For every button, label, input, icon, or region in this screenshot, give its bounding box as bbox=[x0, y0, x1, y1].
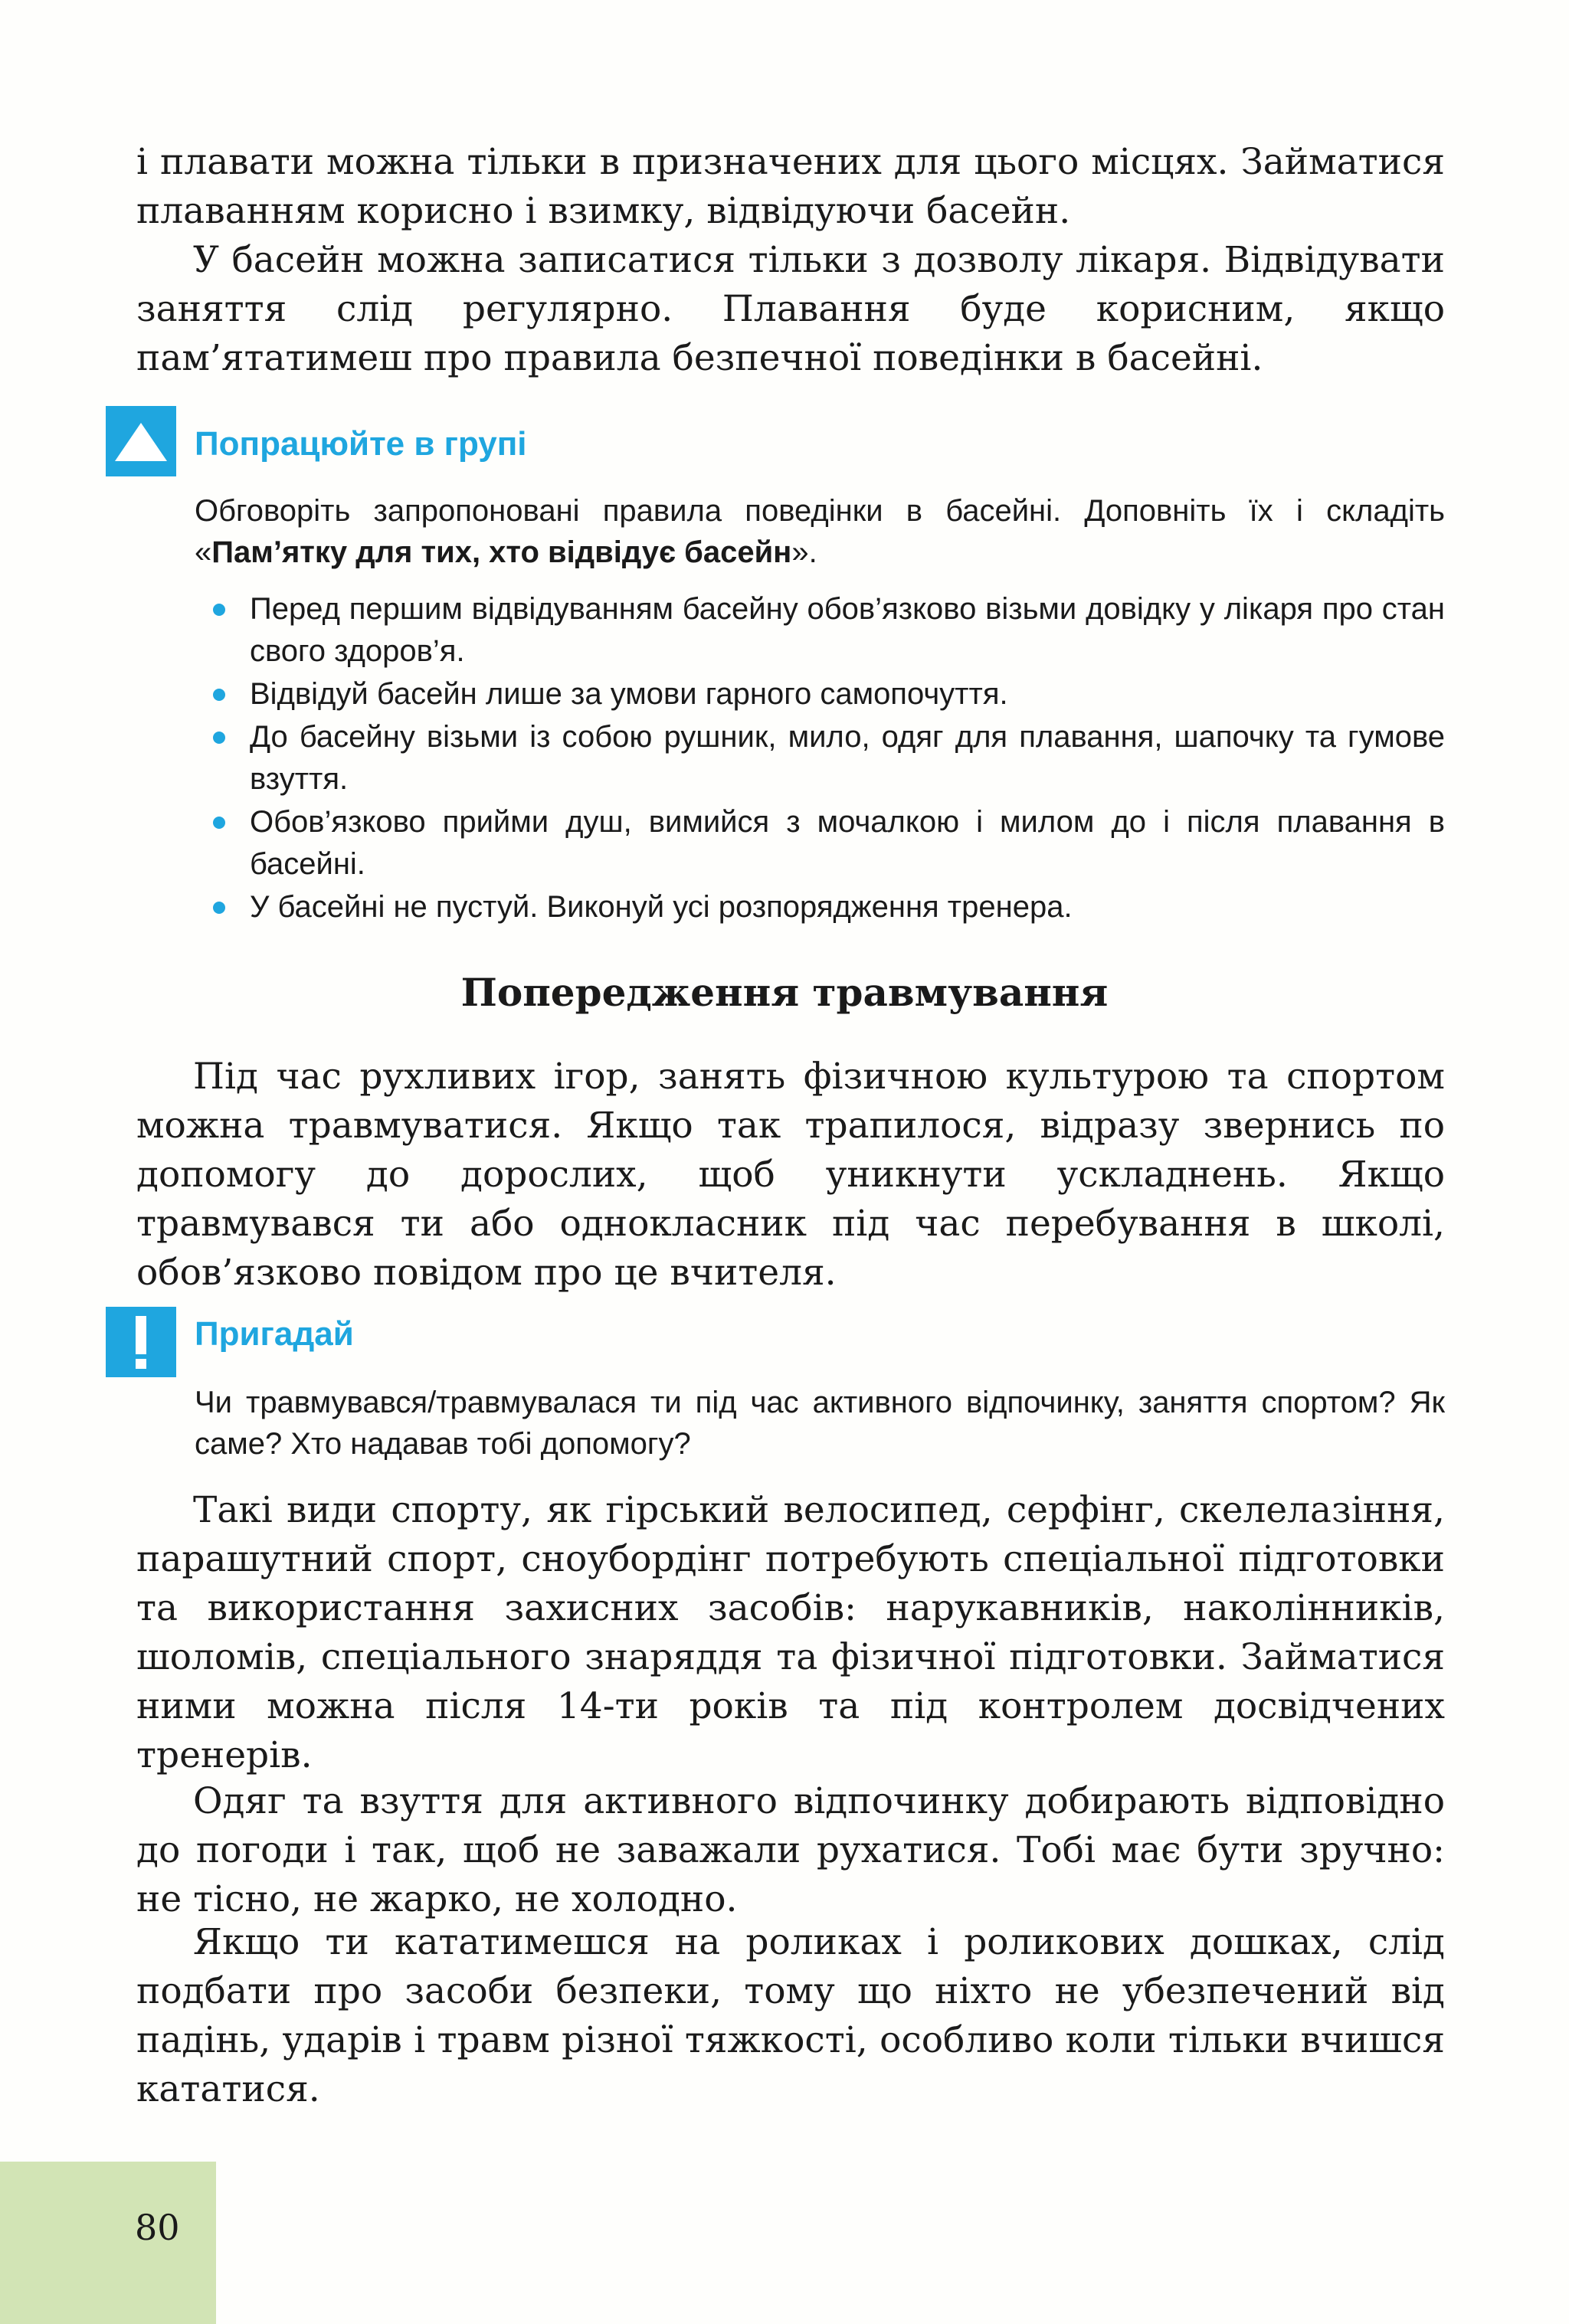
bullet-icon bbox=[213, 689, 225, 701]
rule-text: До басейну візьми із собою рушник, мило, одяг для плавання, шапочку та гумове взуття. bbox=[250, 720, 1445, 796]
page-corner-strip bbox=[0, 2162, 216, 2324]
list-item bbox=[250, 886, 1445, 928]
list-item bbox=[250, 716, 1445, 800]
list-item bbox=[250, 801, 1445, 885]
paragraph-rollers: Якщо ти кататимешся на роликах і роликових дошках, слід подбати про засоби безпеки, тому що ніхто не убезпечений від падінь, ударів і травм різної тяжкості, особливо коли тільки вчишся кататися. bbox=[136, 1921, 1445, 2110]
paragraph-pool-rules: У басейн можна записатися тільки з дозволу лікаря. Відвідувати заняття слід регулярно. Плавання буде корисним, якщо пам’ятатимеш про правила безпечної поведінки в басейні. bbox=[136, 239, 1445, 379]
section-heading: Попередження травмування bbox=[460, 970, 1109, 1015]
bullet-icon bbox=[213, 604, 225, 616]
exclamation-icon bbox=[106, 1307, 176, 1377]
list-item bbox=[250, 588, 1445, 673]
remember-title: Пригадай bbox=[195, 1315, 354, 1353]
list-item bbox=[250, 673, 1445, 715]
paragraph-swimming-places: і плавати можна тільки в призначених для цього місцях. Займатися плаванням корисно і взимку, відвідуючи басейн. bbox=[136, 141, 1445, 232]
paragraph-injury-prevention: Під час рухливих ігор, занять фізичною культурою та спортом можна травмуватися. Якщо так трапилося, відразу звернись по допомогу до дорослих, щоб уникнути ускладнень. Якщо травмувався ти або однокласник під час перебування в школі, обов’язково повідом про це вчителя. bbox=[136, 1056, 1445, 1294]
pool-rules-list bbox=[250, 588, 1445, 929]
rule-text: Обов’язково прийми душ, вимийся з мочалкою і милом до і після плавання в басейні. bbox=[250, 805, 1445, 881]
rule-text: Перед першим відвідуванням басейну обов’язково візьми довідку у лікаря про стан свого здоров’я. bbox=[250, 592, 1445, 668]
page-number: 80 bbox=[135, 2207, 180, 2248]
bullet-icon bbox=[213, 902, 225, 914]
group-work-intro-end: ». bbox=[791, 535, 817, 569]
rule-text: У басейні не пустуй. Виконуй усі розпорядження тренера. bbox=[250, 890, 1073, 924]
remember-question: Чи травмувався/травмувалася ти під час активного відпочинку, заняття спортом? Як саме? Хто надавав тобі допомогу? bbox=[195, 1386, 1445, 1461]
triangle-icon bbox=[106, 406, 176, 476]
group-work-intro bbox=[195, 490, 1445, 573]
bullet-icon bbox=[213, 817, 225, 829]
bullet-icon bbox=[213, 732, 225, 744]
group-work-title: Попрацюйте в групі bbox=[195, 425, 527, 463]
paragraph-extreme-sports: Такі види спорту, як гірський велосипед, серфінг, скелелазіння, парашутний спорт, сноубордінг потребують спеціальної підготовки та використання захисних засобів: нарукавників, наколінників, шоломів, спеціального знаряддя та фізичної підготовки. Займатися ними можна після 14-ти років та під контролем досвідчених тренерів. bbox=[136, 1489, 1445, 1776]
rule-text: Відвідуй басейн лише за умови гарного самопочуття. bbox=[250, 677, 1008, 711]
group-work-intro-start: Обговоріть запропоновані правила поведінки в басейні. Доповніть їх і складіть « bbox=[195, 494, 1445, 569]
group-work-memo-title: Пам’ятку для тих, хто відвідує басейн bbox=[211, 535, 792, 569]
paragraph-clothing: Одяг та взуття для активного відпочинку добирають відповідно до погоди і так, щоб не заважали рухатися. Тобі має бути зручно: не тісно, не жарко, не холодно. bbox=[136, 1780, 1445, 1920]
